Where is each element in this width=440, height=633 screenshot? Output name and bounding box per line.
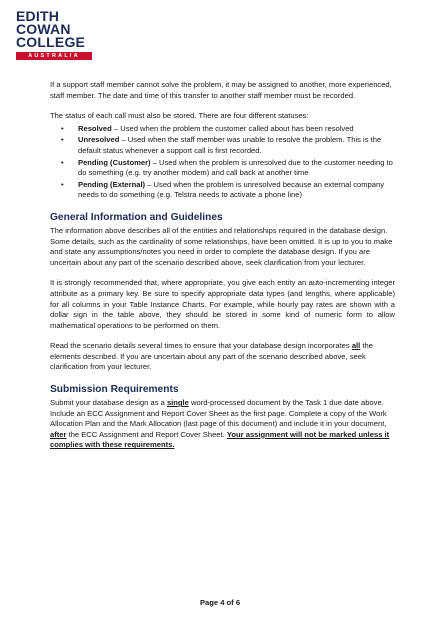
list-item — [50, 180, 395, 201]
submission-emphasis-single: single — [166, 398, 189, 408]
general-paragraph-2: It is strongly recommended that, where appropriate, you give each entity an auto-incrementing integer attribute as a primary key. Be sure to specify appropriate data types (and lengths, where applicable) for all columns in your Table Instance Charts. For example, while hourly pay rates are shown with a dollar sign in the table above, they should be stored in some kind of numeric form to allow mathematical operations to be performed on them. — [50, 278, 395, 330]
list-item — [50, 158, 395, 179]
status-term: Resolved — [78, 123, 112, 133]
general-paragraph-3 — [50, 341, 395, 373]
status-term: Unresolved — [78, 135, 120, 145]
submission-warning: Your assignment will not be marked unless it complies with these requirements. — [50, 429, 390, 450]
status-description: – Used when the staff member was unable to resolve the problem. This is the default status whenever a support call is first recorded. — [78, 135, 382, 155]
bullet-icon: • — [61, 135, 64, 145]
status-list — [50, 124, 395, 201]
list-item — [50, 124, 395, 135]
p3-text-before: Read the scenario details several times to ensure that your database design incorporates — [50, 341, 352, 351]
submission-emphasis-after: after — [50, 429, 67, 439]
p3-text-after: the elements described. If you are uncertain about any part of the scenario described above, seek clarification from your lecturer. — [50, 341, 373, 372]
intro-paragraph-1: If a support staff member cannot solve the problem, it may be assigned to another, more experienced, staff member. The date and time of this transfer to another staff member must be recorded. — [50, 80, 392, 100]
list-item — [50, 135, 395, 156]
general-heading: General Information and Guidelines — [50, 211, 223, 223]
p3-emphasis: all — [351, 341, 361, 351]
logo-line-3: COLLEGE — [16, 34, 86, 50]
submission-text-1: Submit your database design as a — [50, 398, 167, 408]
bullet-icon: • — [61, 123, 64, 133]
submission-paragraph — [50, 398, 395, 451]
submission-heading: Submission Requirements — [50, 384, 179, 396]
logo-line-2: COWAN — [16, 21, 71, 37]
logo-country-bar: AUSTRALIA — [16, 52, 92, 60]
status-description: – Used when the problem the customer called about has been resolved — [111, 123, 354, 133]
logo-line-1: EDITH — [16, 8, 59, 24]
submission-text-5: the ECC Assignment and Report Cover Sheet. — [66, 429, 227, 439]
document-body — [50, 80, 395, 461]
status-term: Pending (Customer) — [78, 157, 151, 167]
status-description: – Used when the problem is unresolved due to the customer needing to do something (e.g. try another modem) and call back at another time — [78, 157, 393, 178]
status-description: – Used when the problem is unresolved because an external company needs to do something (e.g. Telstra needs to activate a phone line) — [78, 179, 385, 200]
bullet-icon: • — [61, 157, 64, 167]
status-term: Pending (External) — [78, 179, 146, 189]
general-paragraph-1: The information above describes all of the entities and relationships required in the database design. Some details, such as the cardinality of some relationships, have been omitted. It is up to you to make and state any assumptions/notes you need in order to complete the database design. If you are uncertain about any part of the scenario described above, seek clarification from your lecturer. — [50, 225, 393, 267]
bullet-icon: • — [61, 179, 64, 189]
submission-text-3: word-processed document by the Task 1 due date above. Include an ECC Assignment and Report Cover Sheet as the first page. Complete a copy of the Work Allocation Plan and the Mark Allocation (last page of this document) and include it in your document, — [50, 398, 387, 429]
page-number: Page 4 of 6 — [199, 598, 241, 607]
intro-paragraph-2: The status of each call must also be stored. There are four different statuses: — [50, 111, 309, 121]
college-logo — [16, 10, 92, 60]
